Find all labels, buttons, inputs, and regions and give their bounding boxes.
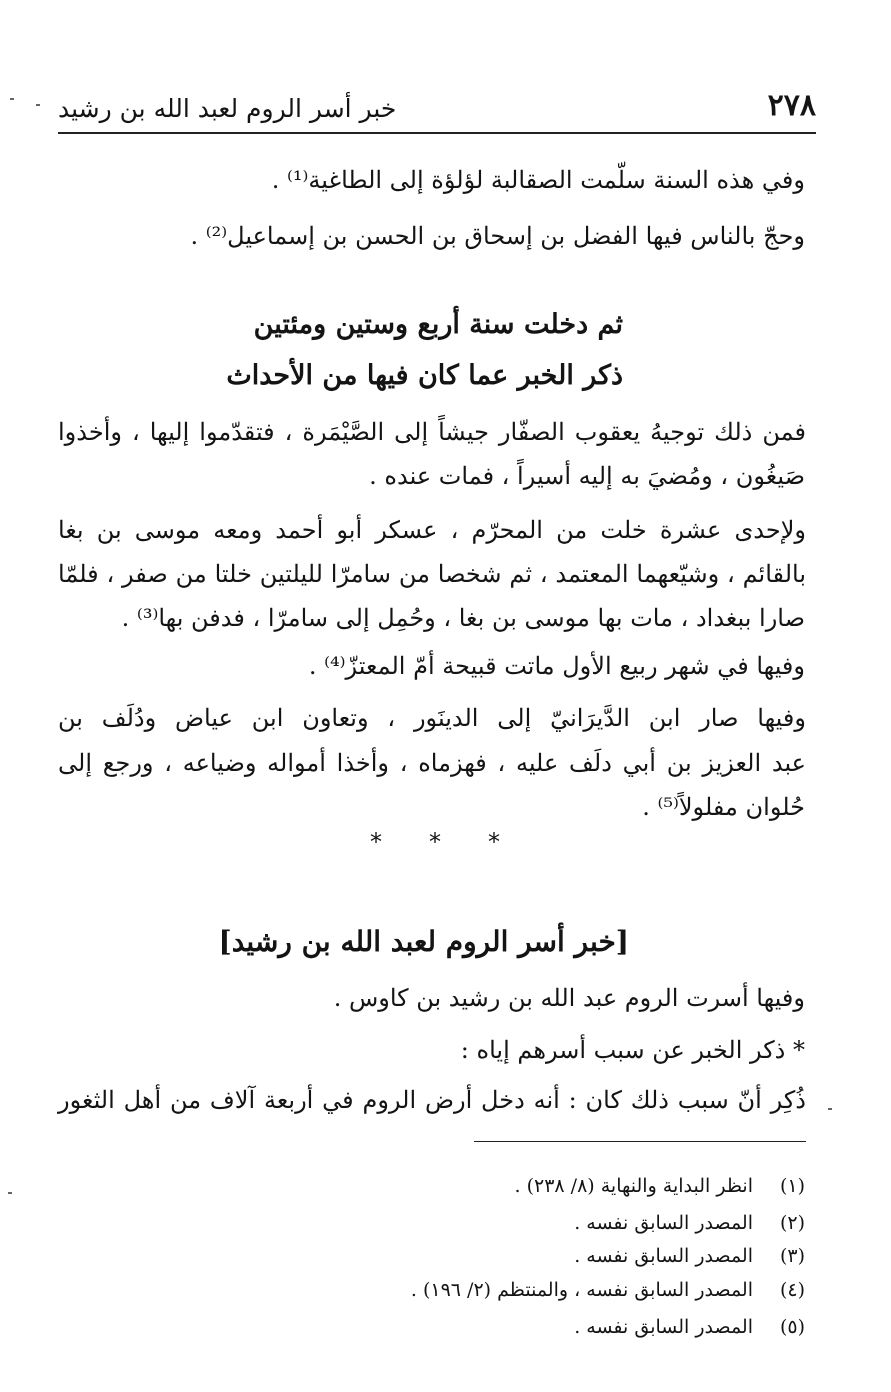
footnote-2 — [574, 1208, 805, 1238]
header-rule — [58, 132, 816, 134]
divider-star: * — [429, 828, 441, 856]
footnote-3 — [574, 1241, 805, 1271]
paragraph-cause-heading-line: * ذكر الخبر عن سبب أسرهم إياه : — [460, 1036, 805, 1064]
paragraph-slaves-line: وفي هذه السنة سلّمت الصقالبة لؤلؤة إلى الطاغية⁽¹⁾ . — [271, 166, 805, 194]
scan-speck — [10, 98, 14, 100]
paragraph-dayrani-line-1: وفيها صار ابن الدَّيرَانيّ إلى الدينَور ، وتعاون ابن عياض ودُلَف بن — [58, 704, 806, 732]
scan-speck — [828, 1108, 832, 1110]
paragraph-muharram-line-1: ولإحدى عشرة خلت من المحرّم ، عسكر أبو أحمد ومعه موسى بن بغا — [58, 516, 806, 544]
divider-star: * — [370, 828, 382, 856]
footnote-text: المصدر السابق نفسه ، والمنتظم (٢/ ١٩٦) . — [410, 1279, 753, 1301]
footnote-text: انظر البداية والنهاية (٨/ ٢٣٨) . — [514, 1175, 753, 1197]
divider-star: * — [488, 828, 500, 856]
paragraph-saffar-line-1: فمن ذلك توجيهُ يعقوب الصفّار جيشاً إلى الصَّيْمَرة ، فتقدّموا إليها ، وأخذوا — [58, 418, 806, 446]
year-heading: ثم دخلت سنة أربع وستين ومئتين — [253, 309, 623, 340]
footnote-number: (٤) — [779, 1279, 805, 1301]
running-title: خبر أسر الروم لعبد الله بن رشيد — [58, 94, 397, 123]
paragraph-qabiha-line: وفيها في شهر ربيع الأول ماتت قبيحة أمّ المعتزّ⁽⁴⁾ . — [308, 652, 805, 680]
events-heading: ذكر الخبر عما كان فيها من الأحداث — [226, 360, 623, 391]
footnote-1 — [515, 1171, 806, 1201]
paragraph-muharram-line-3: صارا ببغداد ، مات بها موسى بن بغا ، وحُمِل إلى سامرّا ، فدفن بها⁽³⁾ . — [121, 604, 805, 632]
scan-speck — [8, 1192, 12, 1194]
paragraph-dayrani-line-2: عبد العزيز بن أبي دلَف عليه ، فهزماه ، وأخذا أمواله وضياعه ، ورجع إلى — [58, 749, 806, 777]
footnote-text: المصدر السابق نفسه . — [574, 1245, 753, 1267]
capture-heading: [خبر أسر الروم لعبد الله بن رشيد] — [218, 925, 629, 958]
paragraph-saffar-line-2: صَيغُون ، ومُضيَ به إليه أسيراً ، فمات عنده . — [369, 462, 805, 490]
footnote-4 — [411, 1275, 805, 1305]
footnote-number: (١) — [779, 1175, 805, 1197]
footnote-number: (٥) — [779, 1316, 805, 1338]
paragraph-pilgrimage-line: وحجّ بالناس فيها الفضل بن إسحاق بن الحسن بن إسماعيل⁽²⁾ . — [190, 222, 805, 250]
paragraph-captivity-line: وفيها أسرت الروم عبد الله بن رشيد بن كاوس . — [333, 984, 805, 1012]
footnote-number: (٣) — [779, 1245, 805, 1267]
footnote-text: المصدر السابق نفسه . — [574, 1316, 753, 1338]
page-number: ٢٧٨ — [767, 88, 816, 123]
running-header — [58, 84, 816, 132]
section-divider — [370, 828, 500, 856]
paragraph-cause-line-1: ذُكِر أنّ سبب ذلك كان : أنه دخل أرض الروم في أربعة آلاف من أهل الثغور — [58, 1086, 806, 1114]
footnote-5 — [574, 1312, 805, 1342]
footnote-text: المصدر السابق نفسه . — [574, 1212, 753, 1234]
paragraph-muharram-line-2: بالقائم ، وشيّعهما المعتمد ، ثم شخصا من سامرّا لليلتين خلتا من صفر ، فلمّا — [58, 560, 806, 588]
scan-speck — [36, 104, 40, 106]
paragraph-dayrani-line-3: حُلوان مفلولاً⁽⁵⁾ . — [642, 793, 805, 821]
footnote-rule — [474, 1141, 806, 1142]
footnote-number: (٢) — [779, 1212, 805, 1234]
